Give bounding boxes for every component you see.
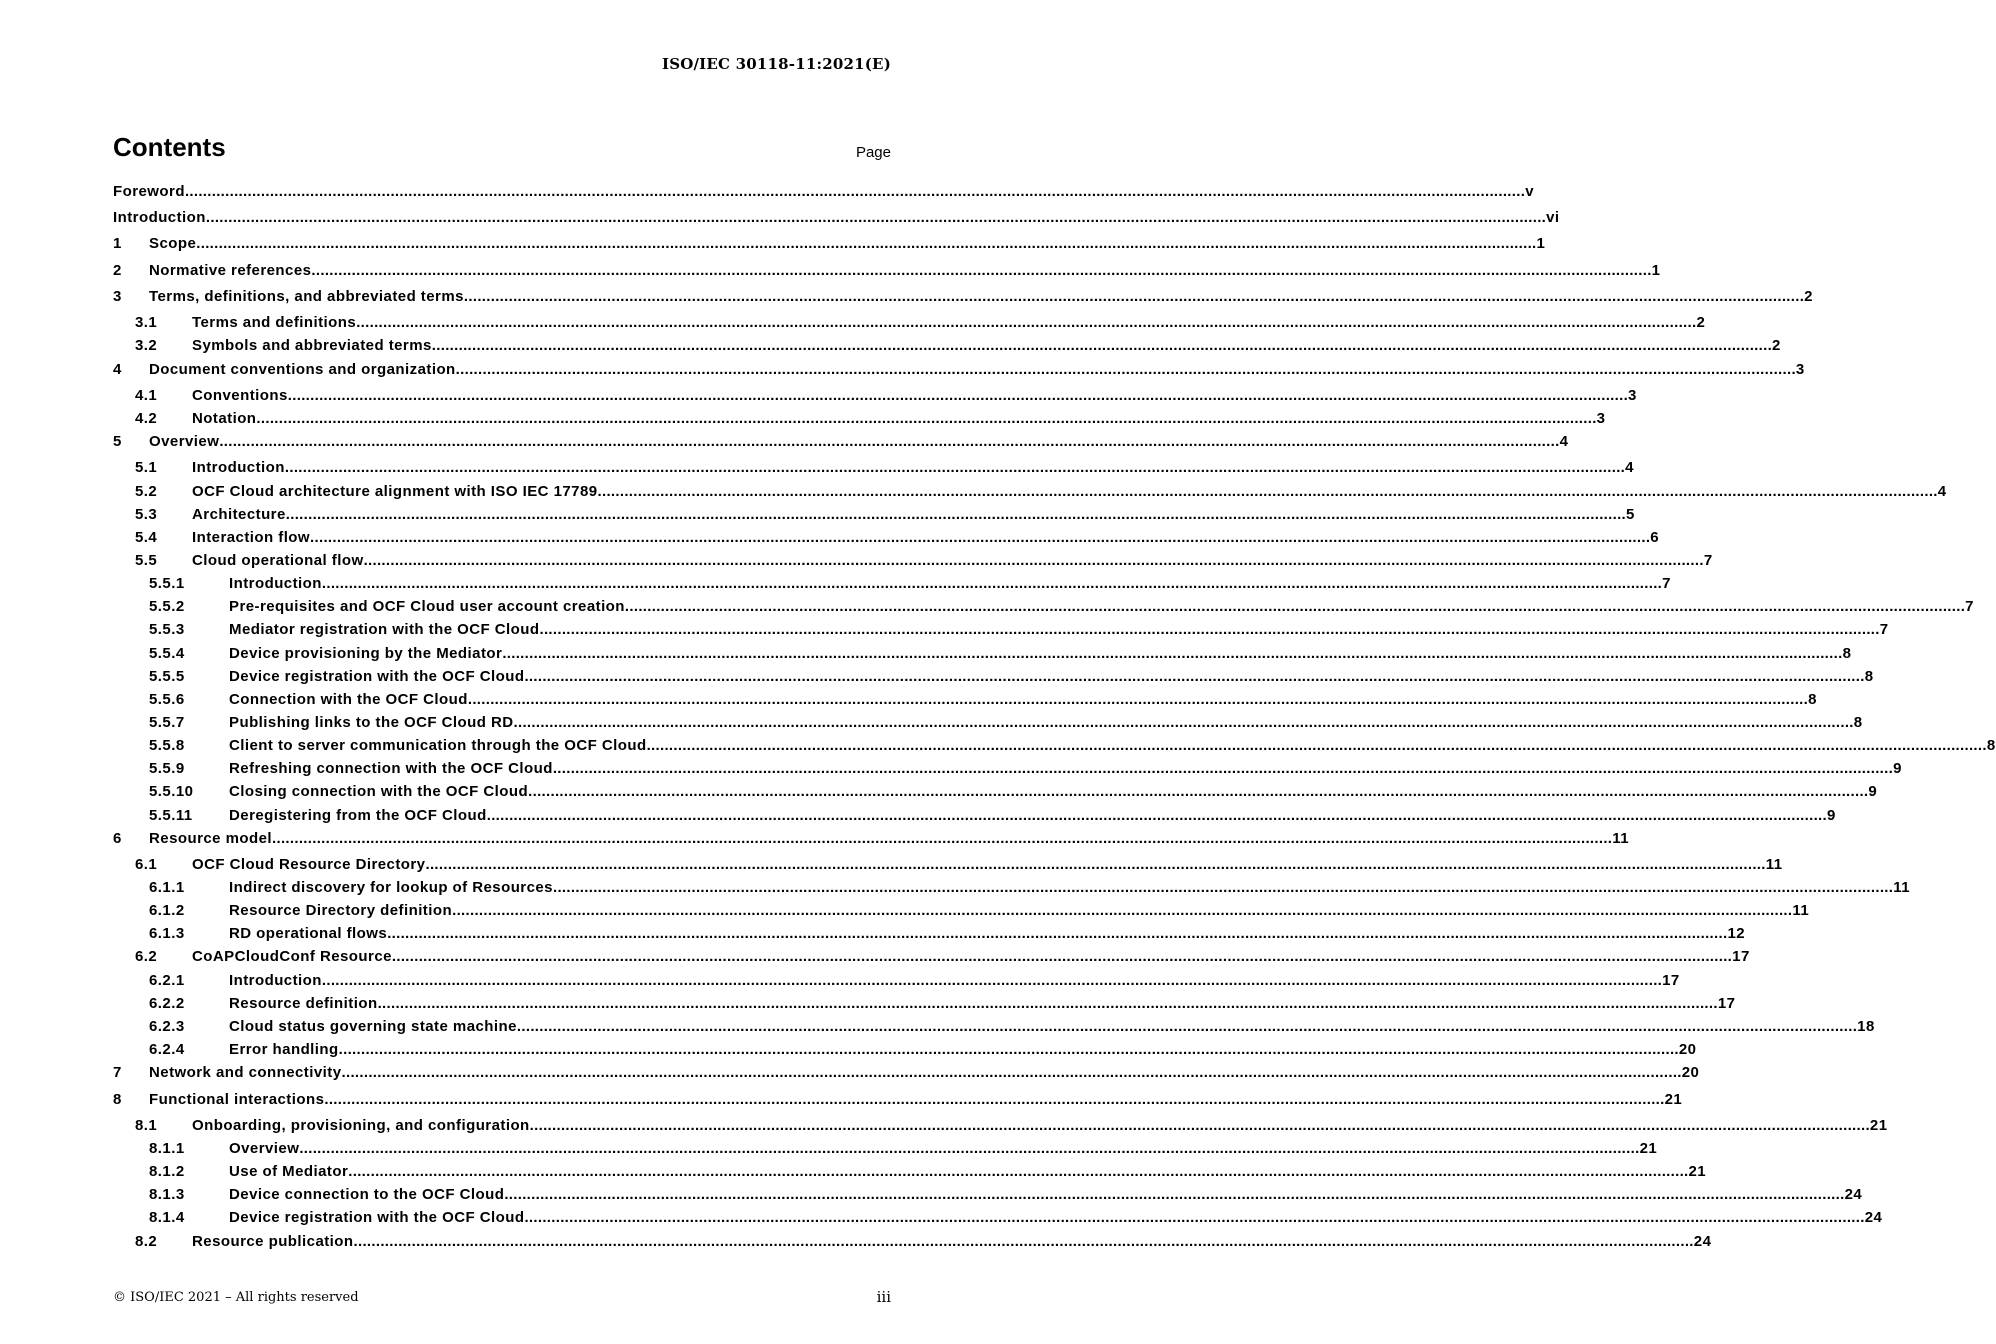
toc-dot-leader: ............................................................................................................................................................................................................................................................................................................ [455,361,1796,378]
toc-entry-title: Cloud status governing state machine [229,1018,517,1035]
page-title: Contents [113,132,226,162]
toc-dot-leader: ............................................................................................................................................................................................................................................................................................................ [539,621,1880,638]
toc-dot-leader: ............................................................................................................................................................................................................................................................................................................ [387,925,1728,942]
toc-dot-leader: ............................................................................................................................................................................................................................................................................................................ [529,1117,1870,1134]
toc-entry-title: Closing connection with the OCF Cloud [229,783,529,800]
toc-dot-leader: ............................................................................................................................................................................................................................................................................................................ [284,459,1626,476]
toc-dot-leader: ............................................................................................................................................................................................................................................................................................................ [486,807,1827,824]
toc-entry-page: 12 [1727,925,1746,942]
page-number: iii [876,1288,891,1306]
toc-entry-title: Functional interactions [149,1091,325,1108]
toc-entry-number: 5.5.6 [149,691,185,708]
toc-dot-leader: ............................................................................................................................................................................................................................................................................................................ [528,783,1869,800]
toc-entry-number: 7 [113,1064,122,1081]
toc-entry-title: Indirect discovery for lookup of Resources [229,879,553,896]
toc-dot-leader: ............................................................................................................................................................................................................................................................................................................ [348,1163,1689,1180]
toc-entry-page: 8 [1842,645,1852,662]
toc-entry-page: 20 [1681,1064,1700,1081]
toc-entry-page: 8 [1853,714,1863,731]
toc-entry-title: Overview [229,1140,300,1157]
toc-dot-leader: ............................................................................................................................................................................................................................................................................................................ [219,433,1560,450]
toc-entry[interactable] [113,504,1635,524]
toc-entry-number: 5.5.4 [149,645,185,662]
toc-entry[interactable] [113,1016,1875,1036]
toc-entry[interactable] [113,385,1637,405]
toc-entry[interactable] [113,233,1546,253]
toc-entry-number: 5 [113,433,122,450]
toc-entry-page: 21 [1639,1140,1658,1157]
toc-entry-title: Notation [192,410,257,427]
toc-entry-page: 9 [1827,807,1836,824]
toc-dot-leader: ............................................................................................................................................................................................................................................................................................................ [338,1041,1679,1058]
toc-entry-page: vi [1546,209,1560,226]
toc-entry-number: 3 [113,288,122,305]
toc-entry-title: Resource Directory definition [229,902,453,919]
toc-entry-title: Introduction [113,209,206,226]
toc-dot-leader: ............................................................................................................................................................................................................................................................................................................ [341,1064,1682,1081]
toc-entry-number: 5.5 [135,552,158,569]
toc-dot-leader: ............................................................................................................................................................................................................................................................................................................ [516,1018,1858,1035]
toc-entry-page: 11 [1893,879,1910,896]
toc-dot-leader: ............................................................................................................................................................................................................................................................................................................ [321,972,1663,989]
toc-entry-title: Use of Mediator [229,1163,349,1180]
toc-entry-number: 5.4 [135,529,158,546]
document-identifier: ISO/IEC 30118-11:2021(E) [661,55,891,73]
toc-entry-title: Client to server communication through the OCF Cloud [229,737,647,754]
toc-dot-leader: ............................................................................................................................................................................................................................................................................................................ [324,1091,1665,1108]
toc-dot-leader: ............................................................................................................................................................................................................................................................................................................ [646,737,1987,754]
toc-entry[interactable] [113,457,1634,477]
toc-entry-page: 11 [1792,902,1810,919]
toc-entry[interactable] [113,335,1781,355]
page-column-label: Page [855,144,891,161]
toc-dot-leader: ............................................................................................................................................................................................................................................................................................................ [205,209,1547,226]
toc-entry-title: Error handling [229,1041,339,1058]
toc-entry-title: Resource model [149,830,273,847]
toc-dot-leader: ............................................................................................................................................................................................................................................................................................................ [356,314,1697,331]
toc-entry-page: 8 [1808,691,1817,708]
toc-dot-leader: ............................................................................................................................................................................................................................................................................................................ [552,879,1894,896]
toc-entry[interactable] [113,207,1560,227]
toc-entry-title: Interaction flow [192,529,311,546]
copyright-notice: © ISO/IEC 2021 – All rights reserved [113,1290,359,1305]
toc-dot-leader: ............................................................................................................................................................................................................................................................................................................ [321,575,1663,592]
toc-entry-page: 3 [1795,361,1805,378]
toc-entry-page: 20 [1678,1041,1697,1058]
toc-entry-page: 11 [1612,830,1630,847]
toc-dot-leader: ............................................................................................................................................................................................................................................................................................................ [363,552,1704,569]
toc-entry-number: 8.1 [135,1117,158,1134]
toc-entry[interactable] [113,1089,1683,1109]
toc-entry-title: Document conventions and organization [149,361,456,378]
toc-dot-leader: ............................................................................................................................................................................................................................................................................................................ [310,529,1651,546]
toc-entry-title: Mediator registration with the OCF Cloud [229,621,540,638]
toc-entry[interactable] [113,1138,1658,1158]
toc-dot-leader: ............................................................................................................................................................................................................................................................................................................ [597,483,1938,500]
toc-entry[interactable] [113,596,1974,616]
toc-entry-number: 3.1 [135,314,158,331]
toc-dot-leader: ............................................................................................................................................................................................................................................................................................................ [353,1233,1694,1250]
toc-entry-number: 5.5.3 [149,621,185,638]
toc-entry-number: 8.2 [135,1233,158,1250]
toc-dot-leader: ............................................................................................................................................................................................................................................................................................................ [504,1186,1845,1203]
toc-entry-page: 5 [1626,506,1635,523]
toc-entry[interactable] [113,1161,1707,1181]
toc-entry-page: 7 [1703,552,1713,569]
toc-entry[interactable] [113,286,1813,306]
toc-entry-page: 17 [1732,948,1750,965]
toc-entry-number: 5.5.7 [149,714,185,731]
toc-entry-number: 6.1.1 [149,879,185,896]
toc-entry-title: OCF Cloud Resource Directory [192,856,426,873]
toc-entry-page: 21 [1688,1163,1707,1180]
toc-dot-leader: ............................................................................................................................................................................................................................................................................................................ [524,1209,1865,1226]
toc-entry-title: Scope [149,235,197,252]
toc-entry[interactable] [113,828,1630,848]
toc-dot-leader: ............................................................................................................................................................................................................................................................................................................ [184,183,1526,200]
toc-entry-page: 7 [1662,575,1671,592]
toc-entry-number: 4.2 [135,410,158,427]
toc-entry-title: Terms and definitions [192,314,357,331]
toc-entry-title: Foreword [113,183,185,200]
toc-entry-title: Connection with the OCF Cloud [229,691,468,708]
toc-entry-page: 3 [1628,387,1637,404]
toc-entry-page: 7 [1879,621,1889,638]
toc-entry-page: 9 [1893,760,1902,777]
toc-entry-page: 2 [1804,288,1813,305]
toc-entry[interactable] [113,1039,1697,1059]
toc-entry-page: 4 [1559,433,1569,450]
toc-entry-number: 5.5.10 [149,783,194,800]
toc-dot-leader: ............................................................................................................................................................................................................................................................................................................ [513,714,1854,731]
toc-entry-page: 4 [1937,483,1947,500]
toc-dot-leader: ............................................................................................................................................................................................................................................................................................................ [624,598,1966,615]
toc-entry-title: Terms, definitions, and abbreviated terms [149,288,464,305]
toc-entry[interactable] [113,877,1910,897]
toc-entry-title: Overview [149,433,220,450]
toc-entry-page: 1 [1651,262,1661,279]
toc-entry-number: 5.5.11 [149,807,193,824]
toc-entry[interactable] [113,712,1863,732]
toc-entry-number: 6.2.4 [149,1041,185,1058]
toc-dot-leader: ............................................................................................................................................................................................................................................................................................................ [196,235,1537,252]
toc-entry[interactable] [113,481,1947,501]
toc-entry-number: 5.3 [135,506,158,523]
toc-entry-title: Publishing links to the OCF Cloud RD [229,714,514,731]
toc-dot-leader: ............................................................................................................................................................................................................................................................................................................ [425,856,1766,873]
toc-entry-page: 17 [1717,995,1736,1012]
toc-entry-number: 6.2 [135,948,158,965]
toc-entry[interactable] [113,550,1713,570]
toc-entry-title: RD operational flows [229,925,388,942]
toc-entry-title: Introduction [192,459,285,476]
toc-dot-leader: ............................................................................................................................................................................................................................................................................................................ [256,410,1597,427]
toc-entry-title: Resource publication [192,1233,354,1250]
toc-entry-page: 9 [1868,783,1878,800]
toc-entry-number: 3.2 [135,337,158,354]
toc-entry[interactable] [113,758,1902,778]
toc-entry-number: 6.2.3 [149,1018,185,1035]
toc-entry[interactable] [113,619,1889,639]
toc-entry[interactable] [113,643,1852,663]
toc-entry[interactable] [113,900,1810,920]
toc-entry-number: 8 [113,1091,122,1108]
toc-entry[interactable] [113,946,1750,966]
toc-entry-page: 1 [1536,235,1546,252]
toc-entry-number: 6.1 [135,856,158,873]
toc-entry-title: Device provisioning by the Mediator [229,645,503,662]
toc-entry[interactable] [113,1115,1888,1135]
toc-entry-page: 7 [1965,598,1974,615]
toc-entry-page: 17 [1662,972,1680,989]
toc-entry[interactable] [113,781,1878,801]
toc-entry-title: Symbols and abbreviated terms [192,337,432,354]
toc-entry-title: Device connection to the OCF Cloud [229,1186,505,1203]
toc-entry[interactable] [113,181,1534,201]
toc-entry[interactable] [113,666,1874,686]
toc-entry-title: Resource definition [229,995,378,1012]
toc-entry[interactable] [113,923,1746,943]
toc-entry[interactable] [113,1207,1883,1227]
toc-entry-number: 6.1.2 [149,902,185,919]
toc-entry-title: Device registration with the OCF Cloud [229,1209,525,1226]
toc-entry-number: 5.1 [135,459,158,476]
toc-entry-title: Cloud operational flow [192,552,364,569]
toc-entry[interactable] [113,260,1661,280]
toc-dot-leader: ............................................................................................................................................................................................................................................................................................................ [287,387,1629,404]
toc-entry-number: 5.5.2 [149,598,185,615]
toc-entry-title: Refreshing connection with the OCF Cloud [229,760,553,777]
toc-entry-title: Introduction [229,972,322,989]
toc-entry-title: Pre-requisites and OCF Cloud user account creation [229,598,625,615]
toc-entry-number: 8.1.3 [149,1186,185,1203]
toc-entry-title: CoAPCloudConf Resource [192,948,392,965]
toc-entry-title: Architecture [192,506,286,523]
toc-dot-leader: ............................................................................................................................................................................................................................................................................................................ [272,830,1613,847]
toc-dot-leader: ............................................................................................................................................................................................................................................................................................................ [552,760,1894,777]
toc-entry-number: 5.5.5 [149,668,185,685]
toc-entry-number: 5.5.8 [149,737,185,754]
toc-dot-leader: ............................................................................................................................................................................................................................................................................................................ [391,948,1733,965]
toc-dot-leader: ............................................................................................................................................................................................................................................................................................................ [524,668,1865,685]
toc-entry-page: 2 [1772,337,1781,354]
toc-entry-page: 8 [1986,737,1996,754]
toc-entry-page: 2 [1696,314,1706,331]
toc-entry-title: Onboarding, provisioning, and configuration [192,1117,530,1134]
toc-entry-number: 8.1.2 [149,1163,185,1180]
toc-entry[interactable] [113,689,1817,709]
toc-entry[interactable] [113,1231,1712,1251]
toc-entry-number: 1 [113,235,122,252]
toc-entry-number: 6.1.3 [149,925,185,942]
toc-entry-title: Introduction [229,575,322,592]
toc-dot-leader: ............................................................................................................................................................................................................................................................................................................ [431,337,1773,354]
toc-entry[interactable] [113,431,1569,451]
toc-entry-page: 11 [1765,856,1783,873]
toc-entry-number: 6.2.1 [149,972,185,989]
toc-entry[interactable] [113,527,1660,547]
toc-entry-page: 24 [1693,1233,1712,1250]
toc-entry[interactable] [113,408,1606,428]
toc-entry-title: Device registration with the OCF Cloud [229,668,525,685]
toc-dot-leader: ............................................................................................................................................................................................................................................................................................................ [463,288,1805,305]
toc-dot-leader: ............................................................................................................................................................................................................................................................................................................ [299,1140,1640,1157]
toc-entry-number: 2 [113,262,122,279]
toc-entry-page: v [1525,183,1534,200]
toc-entry-page: 24 [1844,1186,1863,1203]
toc-dot-leader: ............................................................................................................................................................................................................................................................................................................ [377,995,1718,1012]
toc-entry[interactable] [113,854,1783,874]
toc-entry-page: 4 [1625,459,1634,476]
toc-entry-number: 5.5.9 [149,760,185,777]
toc-entry-number: 6 [113,830,122,847]
toc-dot-leader: ............................................................................................................................................................................................................................................................................................................ [452,902,1793,919]
toc-entry-page: 18 [1857,1018,1875,1035]
toc-entry-page: 8 [1864,668,1874,685]
toc-entry-title: Network and connectivity [149,1064,342,1081]
toc-entry-page: 21 [1664,1091,1683,1108]
toc-entry-title: Deregistering from the OCF Cloud [229,807,487,824]
toc-entry-number: 8.1.1 [149,1140,185,1157]
toc-entry[interactable] [113,1184,1863,1204]
toc-entry-number: 8.1.4 [149,1209,185,1226]
toc-entry-title: Conventions [192,387,288,404]
toc-entry-number: 4.1 [135,387,158,404]
toc-entry[interactable] [113,970,1680,990]
toc-entry[interactable] [113,359,1805,379]
toc-entry-number: 4 [113,361,122,378]
toc-dot-leader: ............................................................................................................................................................................................................................................................................................................ [502,645,1843,662]
toc-entry-page: 3 [1596,410,1606,427]
toc-entry-page: 6 [1650,529,1660,546]
toc-entry-number: 6.2.2 [149,995,185,1012]
toc-entry[interactable] [113,735,1996,755]
toc-entry[interactable] [113,993,1736,1013]
toc-entry-title: OCF Cloud architecture alignment with ISO IEC 17789 [192,483,598,500]
toc-entry-number: 5.5.1 [149,575,185,592]
toc-dot-leader: ............................................................................................................................................................................................................................................................................................................ [311,262,1652,279]
toc-dot-leader: ............................................................................................................................................................................................................................................................................................................ [467,691,1809,708]
toc-entry[interactable] [113,312,1706,332]
toc-entry-page: 21 [1869,1117,1888,1134]
toc-entry-title: Normative references [149,262,312,279]
toc-entry[interactable] [113,573,1671,593]
toc-dot-leader: ............................................................................................................................................................................................................................................................................................................ [285,506,1627,523]
toc-entry-page: 24 [1864,1209,1883,1226]
toc-entry[interactable] [113,805,1836,825]
toc-entry[interactable] [113,1062,1700,1082]
toc-entry-number: 5.2 [135,483,158,500]
